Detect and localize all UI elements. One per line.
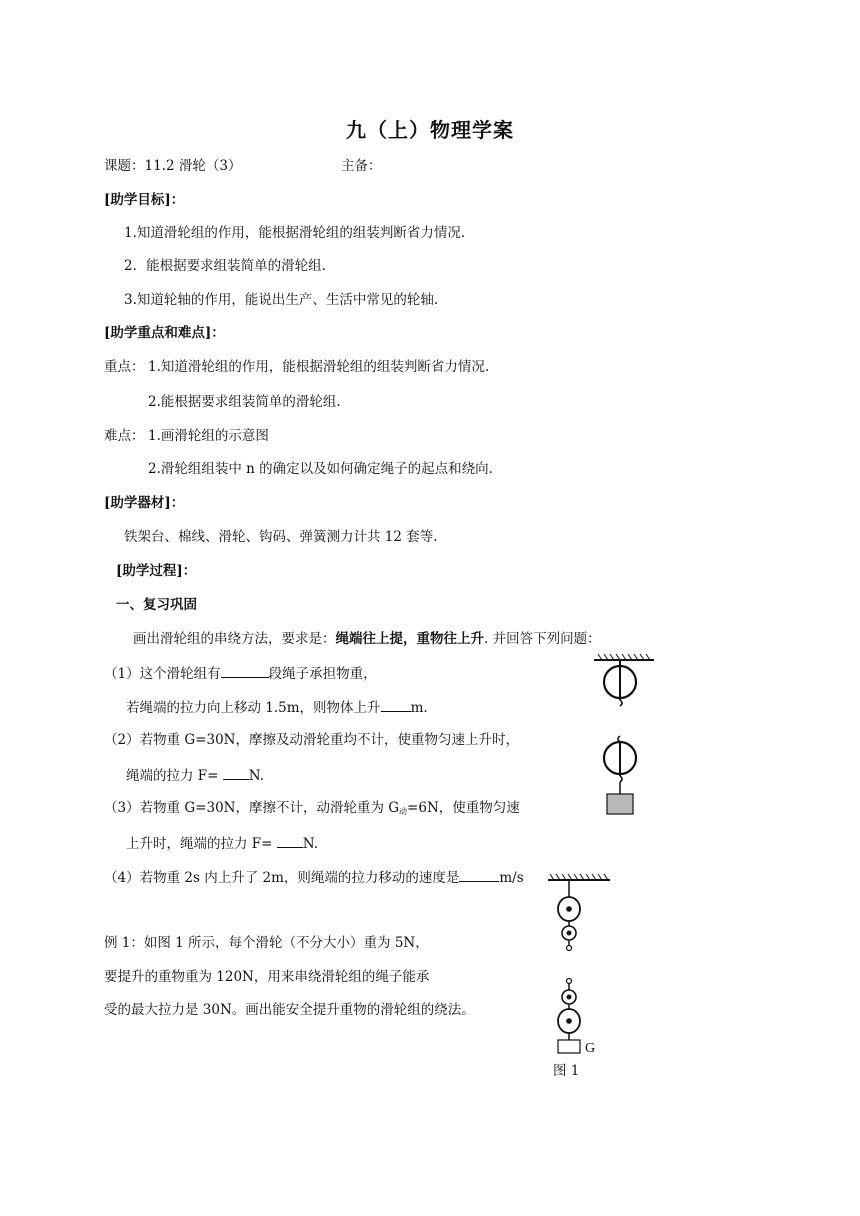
- load-box: [558, 1040, 580, 1053]
- goal-item: 2．能根据要求组装简单的滑轮组.: [124, 258, 326, 274]
- weight-label: G: [585, 1041, 596, 1056]
- question-3b: [126, 833, 318, 853]
- pulley-axle-dot: [566, 906, 572, 912]
- goals-heading: [助学目标]：: [104, 192, 185, 208]
- q2b-pre: 绳端的拉力 F=: [126, 768, 219, 784]
- question-3a: [104, 799, 520, 821]
- intro-line: [133, 630, 601, 648]
- q3a-subscript: 动: [399, 807, 408, 816]
- movable-block-ring: [567, 979, 572, 984]
- q1b-pre: 若绳端的拉力向上移动 1.5m，则物体上升: [126, 700, 381, 716]
- process-heading: [助学过程]：: [116, 563, 197, 579]
- q2b-post: N.: [248, 768, 265, 784]
- q4-pre: （4）若物重 2s 内上升了 2m，则绳端的拉力移动的速度是: [104, 870, 460, 886]
- figure-1-diagram: [540, 870, 620, 1060]
- focus-item: 2.能根据要求组装简单的滑轮组.: [148, 394, 341, 410]
- section-heading: 一、复习巩固: [116, 597, 197, 613]
- focus-label: 重点：: [104, 359, 145, 375]
- question-2b: [126, 765, 264, 785]
- intro-requirement: 绳端往上提，重物往上升: [335, 631, 484, 647]
- example-line: 要提升的重物重为 120N，用来串绕滑轮组的绳子能承: [104, 969, 430, 985]
- preparer-line: 主备：: [341, 158, 382, 174]
- example-line: 受的最大拉力是 30N。画出能安全提升重物的滑轮组的绕法。: [104, 1002, 475, 1018]
- pulley-diagram: [590, 650, 660, 820]
- q1a-pre: （1）这个滑轮组有: [104, 666, 221, 682]
- goal-item: 3.知道轮轴的作用，能说出生产、生活中常见的轮轴.: [124, 292, 439, 308]
- answer-blank[interactable]: [381, 697, 411, 712]
- focus-item: 1.知道滑轮组的作用，能根据滑轮组的组装判断省力情况.: [148, 359, 490, 375]
- load-weight: [607, 794, 633, 814]
- fixed-pulley-hook: [620, 700, 622, 706]
- answer-blank[interactable]: [223, 765, 249, 780]
- question-2a: （2）若物重 G=30N，摩擦及动滑轮重均不计，使重物匀速上升时，: [104, 732, 519, 748]
- equipment-text: 铁架台、棉线、滑轮、钩码、弹簧测力计共 12 套等.: [124, 529, 438, 545]
- q3b-post: N.: [302, 836, 319, 852]
- difficulty-item: 1.画滑轮组的示意图: [148, 428, 269, 444]
- question-1b: [126, 697, 428, 717]
- difficulty-item: 2.滑轮组组装中 n 的确定以及如何确定绳子的起点和绕向.: [148, 461, 493, 477]
- topic-line: 课题：11.2 滑轮（3）: [104, 158, 242, 174]
- example-line: 例 1：如图 1 所示，每个滑轮（不分大小）重为 5N，: [104, 935, 429, 951]
- q3a-post: =6N，使重物匀速: [407, 800, 520, 816]
- q3a-pre: （3）若物重 G=30N，摩擦不计，动滑轮重为 G: [104, 800, 400, 816]
- difficulty-label: 难点：: [104, 428, 145, 444]
- goal-item: 1.知道滑轮组的作用，能根据滑轮组的组装判断省力情况.: [124, 225, 466, 241]
- answer-blank[interactable]: [277, 833, 303, 848]
- question-1a: [104, 663, 377, 683]
- movable-pulley-hook: [620, 776, 622, 782]
- pulley-axle-dot: [567, 995, 572, 1000]
- fixed-block-ring: [567, 946, 572, 951]
- pulley-axle-dot: [566, 1018, 572, 1024]
- page-title: 九（上）物理学案: [346, 118, 514, 142]
- key-points-heading: [助学重点和难点]：: [104, 325, 225, 341]
- answer-blank[interactable]: [459, 867, 499, 882]
- pulley-axle-dot: [567, 931, 572, 936]
- q3b-pre: 上升时，绳端的拉力 F=: [126, 836, 273, 852]
- figure-caption: 图 1: [553, 1063, 580, 1079]
- equipment-heading: [助学器材]：: [104, 495, 185, 511]
- answer-blank[interactable]: [221, 663, 269, 678]
- q1b-post: m.: [410, 700, 428, 716]
- intro-suffix: . 并回答下列问题：: [484, 631, 601, 647]
- q4-post: m/s: [499, 870, 524, 886]
- q1a-post: 段绳子承担物重，: [268, 666, 377, 682]
- question-4: [104, 867, 524, 887]
- intro-prefix: 画出滑轮组的串绕方法，要求是：: [133, 631, 336, 647]
